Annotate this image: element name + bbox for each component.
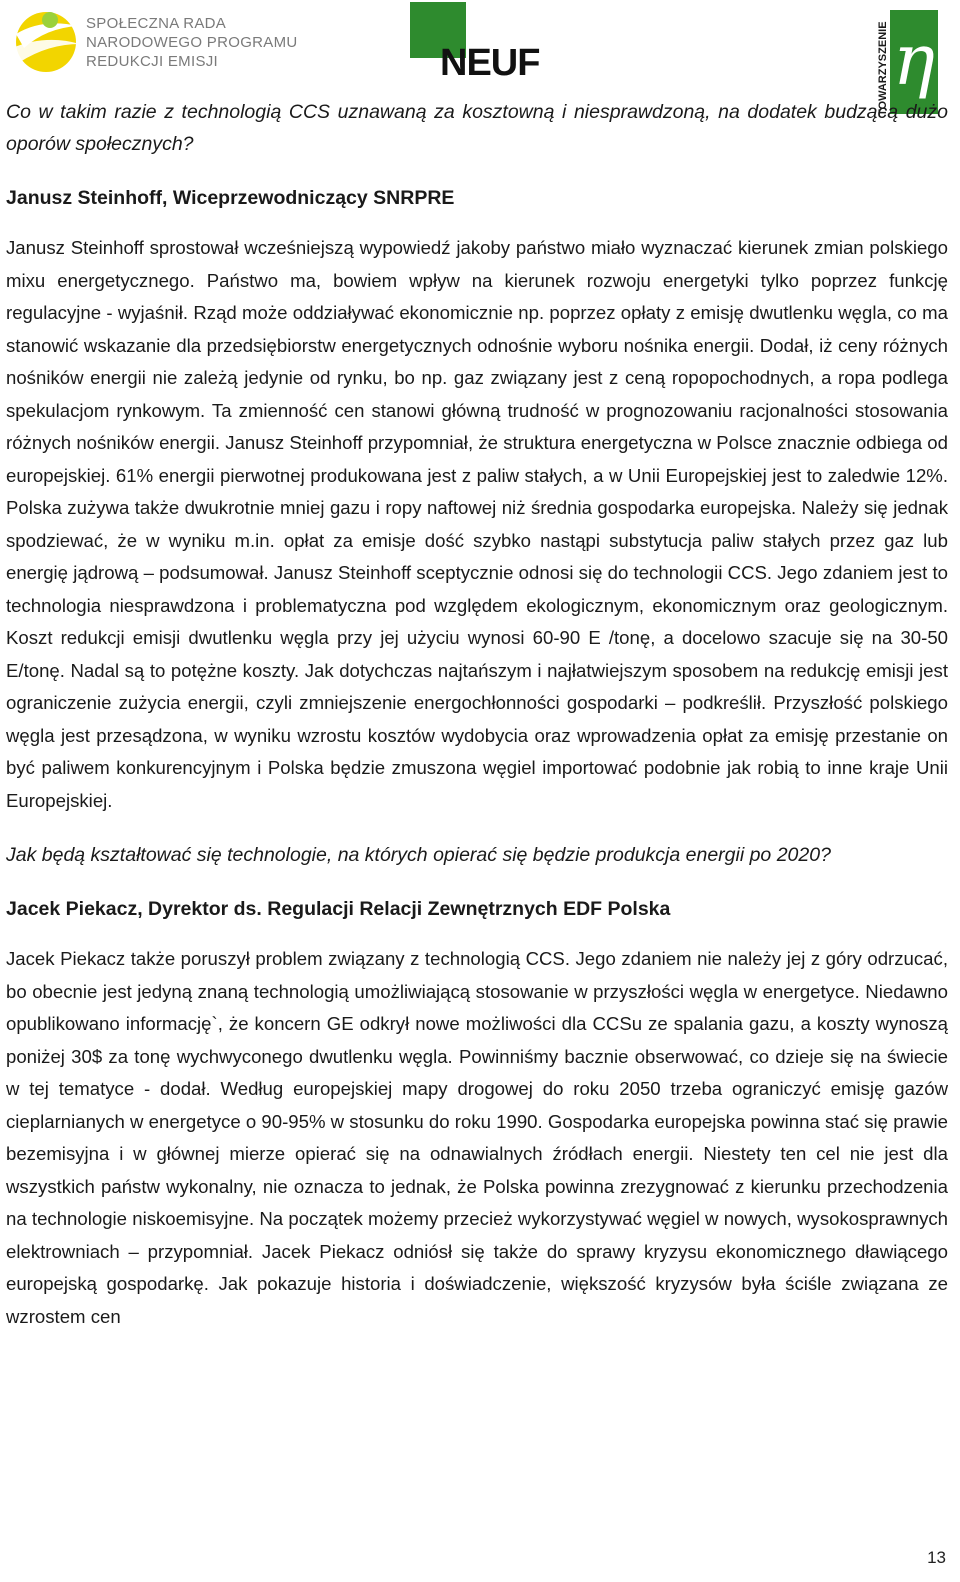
page-number: 13 — [927, 1548, 946, 1567]
snrpre-logo-line: NARODOWEGO PROGRAMU — [86, 34, 298, 51]
snrpre-logo — [6, 4, 298, 76]
snrpre-logo-line: REDUKCJI EMISJI — [86, 53, 219, 70]
article-content — [6, 96, 948, 1333]
answer-2: Jacek Piekacz także poruszył problem związany z technologią CCS. Jego zdaniem nie należy jej z góry odrzucać, bo obecnie jest jedyną znaną technologią umożliwiającą stosowanie w przyszłości węgla w energetyce. Niedawno opublikowano informację`, że koncern GE odkrył nowe możliwości dla CCSu ze spalania gazu, a koszty wynoszą poniżej 30$ za tonę wychwyconego dwutlenku węgla. Powinniśmy bacznie obserwować, co dzieje się na świecie w tej tematyce - dodał. Według europejskiej mapy drogowej do roku 2050 trzeba ograniczyć emisję gazów cieplarnianych w energetyce o 90-95% w stosunku do roku 1990. Gospodarka europejska powinna stać się prawie bezemisyjna i w głównej mierze opierać się na odnawialnych źródłach energii. Niestety ten cel nie jest dla wszystkich państw wykonalny, nie oznacza to jednak, że Polska powinna zrezygnować z kierunku przechodzenia na technologie niskoemisyjne. Na początek możemy przecież wykorzystywać węgiel w nowych, wysokosprawnych elektrowniach – przypomniał. Jacek Piekacz odniósł się także do sprawy kryzysu ekonomicznego dławiącego europejską gospodarkę. Jak pokazuje historia i doświadczenie, większość kryzysów była ściśle związana ze wzrostem cen — [6, 948, 948, 1327]
svg-text:TOWARZYSZENIE: TOWARZYSZENIE — [877, 21, 889, 116]
speaker-1: Janusz Steinhoff, Wiceprzewodniczący SNRPRE — [6, 187, 455, 209]
snrpre-logo-text — [86, 14, 298, 71]
neuf-logo-text: NEUF — [440, 42, 540, 84]
neuf-logo — [410, 2, 540, 84]
page-header — [0, 0, 960, 116]
svg-text:η: η — [893, 19, 935, 101]
question-2: Jak będą kształtować się technologie, na których opierać się będzie produkcja energii po 2020? — [6, 844, 831, 866]
snrpre-logo-line: SPOŁECZNA RADA — [86, 15, 227, 32]
sun-logo-icon — [6, 4, 84, 76]
answer-1: Janusz Steinhoff sprostował wcześniejszą wypowiedź jakoby państwo miało wyznaczać kierunek zmian polskiego mixu energetycznego. Państwo ma, bowiem wpływ na kierunek rozwoju energetyki tylko poprzez funkcję regulacyjne - wyjaśnił. Rząd może oddziaływać ekonomicznie np. poprzez opłaty z emisję dwutlenku węgla, co ma stanowić wskazanie dla przedsiębiorstw energetycznych odnośnie wyboru nośnika energii. Dodał, iż ceny różnych nośników energii nie zależą jedynie od rynku, bo np. gaz związany jest z ceną ropopochodnych, a ropa podlega spekulacjom rynkowym. Ta zmienność cen stanowi główną trudność w prognozowaniu racjonalności stosowania różnych nośników energii. Janusz Steinhoff przypomniał, że struktura energetyczna w Polsce znacznie odbiega od europejskiej. 61% energii pierwotnej produkowana jest z paliw stałych, a w Unii Europejskiej jest to zaledwie 12%. Polska zużywa także dwukrotnie mniej gazu i ropy naftowej niż średnia gospodarka europejska. Należy się jednak spodziewać, że w wyniku m.in. opłat za emisje dość szybko nastąpi substytucja paliw stałych przez gaz lub energię jądrową – podsumował. Janusz Steinhoff sceptycznie odnosi się do technologii CCS. Jego zdaniem jest to technologia niesprawdzona i problematyczna pod względem ekologicznym, ekonomicznym oraz geologicznym. Koszt redukcji emisji dwutlenku węgla przy jej użyciu wynosi 60-90 E /tonę, a docelowo szacuje się na 30-50 E/tonę. Nadal są to potężne koszty. Jak dotychczas najtańszym i najłatwiejszym sposobem na redukcję emisji jest ograniczenie zużycia energii, czyli zmniejszenie energochłonności gospodarki – podkreślił. Przyszłość polskiego węgla jest przesądzona, w wyniku wzrostu kosztów wydobycia oraz wprowadzenia opłat za emisję przestanie on być paliwem konkurencyjnym i Polska będzie zmuszona węgiel importować podobnie jak robią to inne kraje Unii Europejskiej. — [6, 237, 948, 811]
question-1: Co w takim razie z technologią CCS uznawaną za kosztowną i niesprawdzoną, na dodatek budzącą dużo oporów społecznych? — [6, 101, 948, 155]
speaker-2: Jacek Piekacz, Dyrektor ds. Regulacji Relacji Zewnętrznych EDF Polska — [6, 898, 671, 920]
